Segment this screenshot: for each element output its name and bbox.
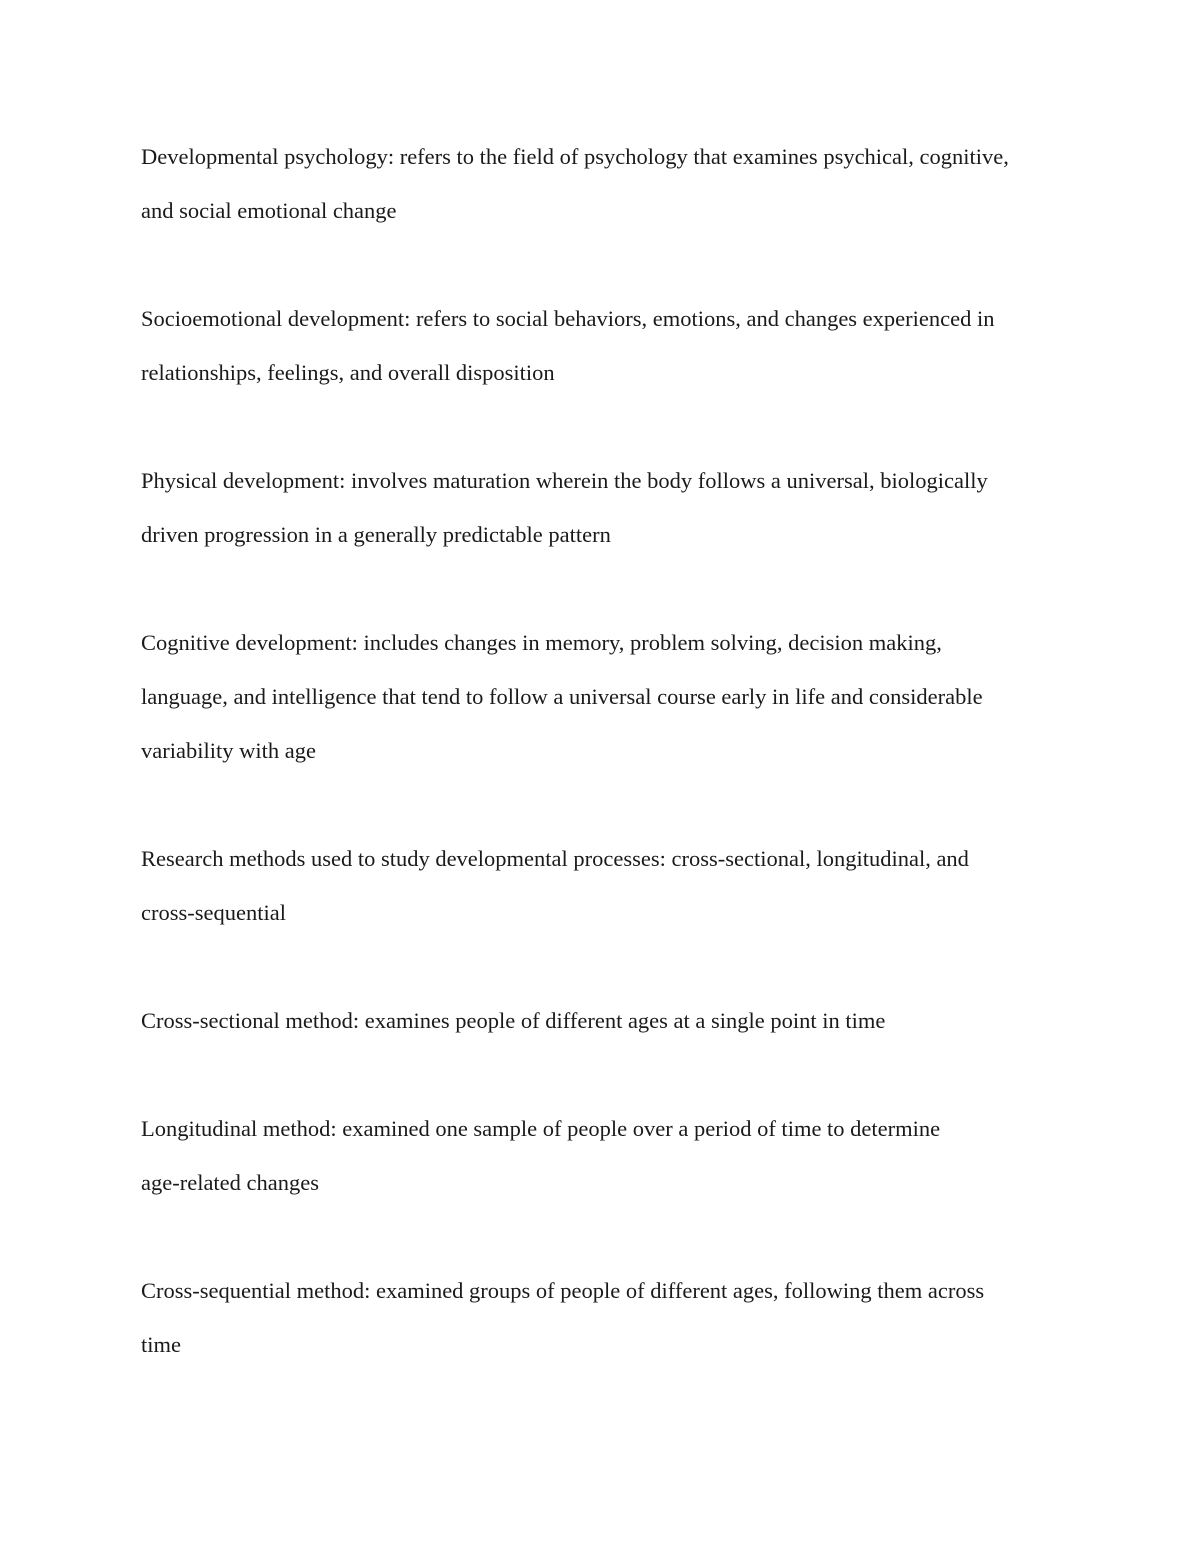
text-line: variability with age — [141, 738, 316, 763]
text-line: Research methods used to study developmental processes: cross-sectional, longitudinal, and — [141, 846, 969, 871]
text-line: language, and intelligence that tend to follow a universal course early in life and considerable — [141, 684, 983, 709]
text-line: Longitudinal method: examined one sample of people over a period of time to determine — [141, 1116, 941, 1141]
paragraph — [141, 616, 1101, 778]
text-line: cross-sequential — [141, 900, 286, 925]
text-line: and social emotional change — [141, 198, 397, 223]
paragraph — [141, 1102, 1101, 1210]
text-line: Physical development: involves maturation wherein the body follows a universal, biologically — [141, 468, 988, 493]
text-line: time — [141, 1332, 181, 1357]
text-line: age-related changes — [141, 1170, 320, 1195]
text-line: Socioemotional development: refers to social behaviors, emotions, and changes experienced in — [141, 306, 995, 331]
text-line: relationships, feelings, and overall disposition — [141, 360, 555, 385]
text-line: Cross-sectional method: examines people of different ages at a single point in time — [141, 1008, 886, 1033]
text-line: Developmental psychology: refers to the field of psychology that examines psychical, cognitive, — [141, 144, 1009, 169]
paragraph — [141, 994, 1101, 1048]
paragraph — [141, 1264, 1101, 1372]
paragraph — [141, 832, 1101, 940]
text-line: Cross-sequential method: examined groups of people of different ages, following them across — [141, 1278, 985, 1303]
text-line: Cognitive development: includes changes in memory, problem solving, decision making, — [141, 630, 942, 655]
paragraph — [141, 130, 1101, 238]
document-page — [141, 130, 1101, 1426]
paragraph — [141, 454, 1101, 562]
text-line: driven progression in a generally predictable pattern — [141, 522, 611, 547]
paragraph — [141, 292, 1101, 400]
